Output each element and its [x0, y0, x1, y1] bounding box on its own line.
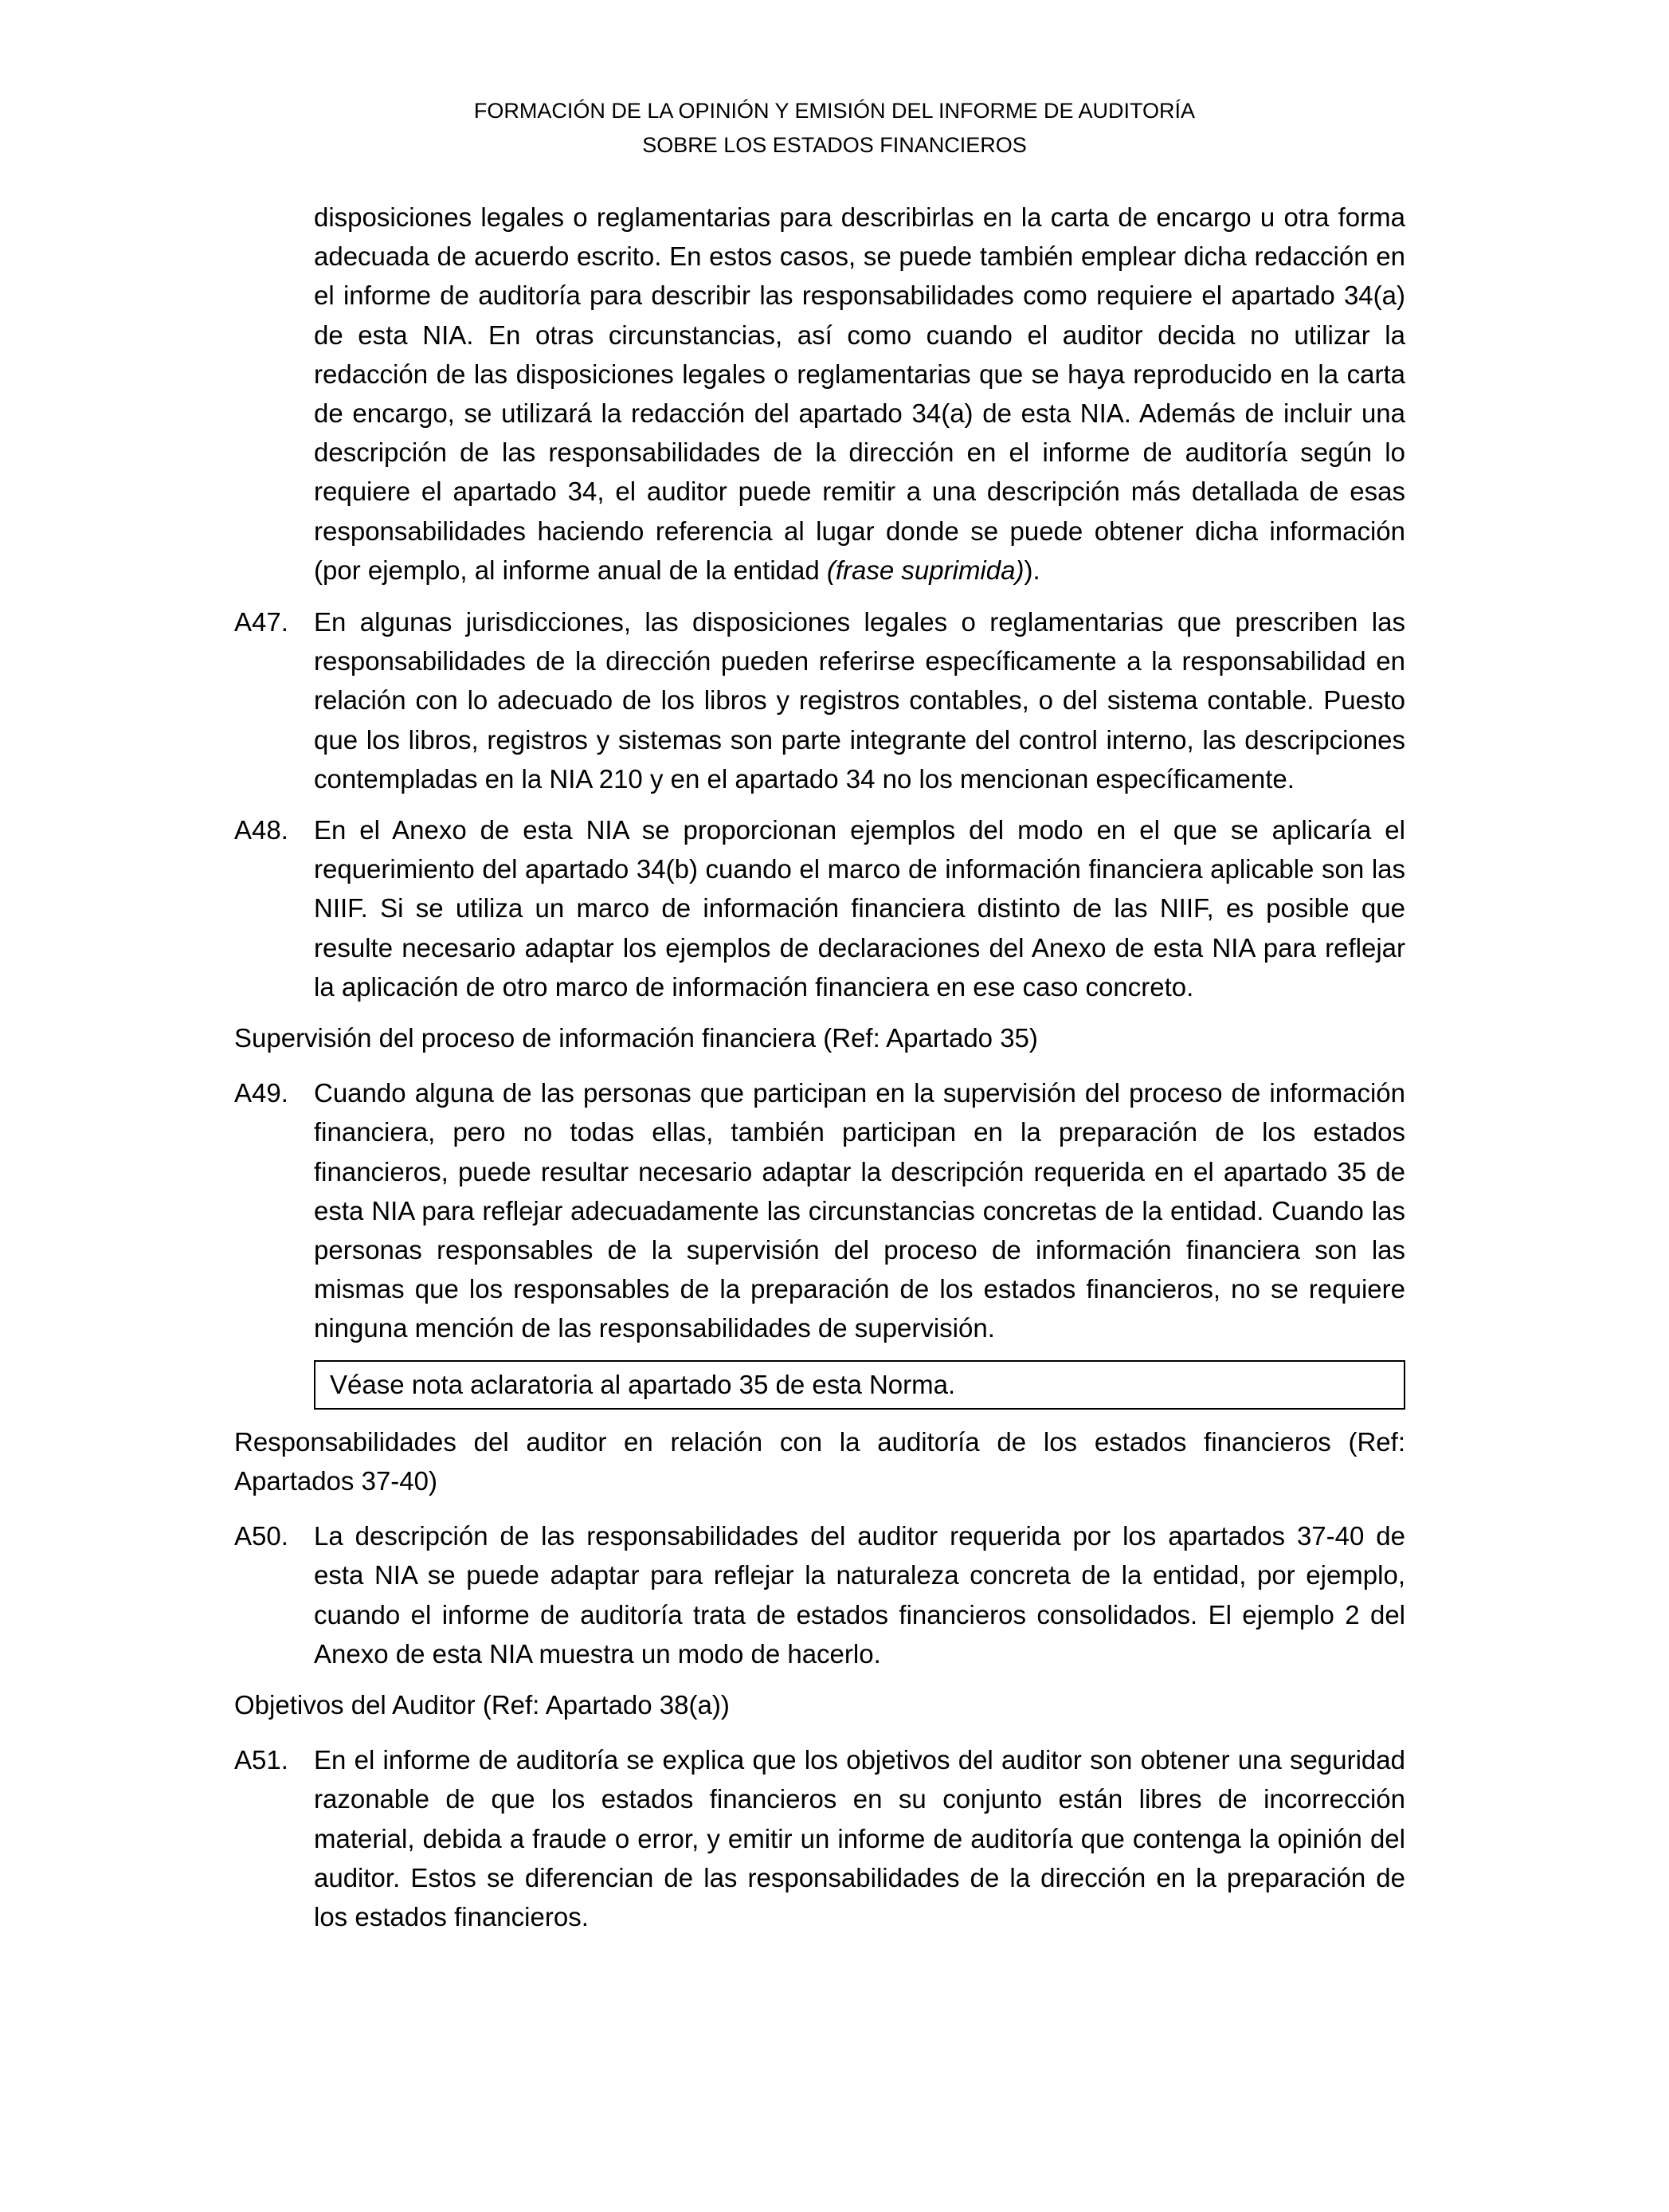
paragraph-a49	[234, 1073, 1405, 1347]
paragraph-number: A49.	[234, 1078, 288, 1108]
paragraph-continuation	[234, 198, 1405, 590]
paragraph-text: En el informe de auditoría se explica que los objetivos del auditor son obtener una seguridad razonable de que los estados financieros en su conjunto están libres de incorrección material, debida a fraude o error, y emitir un informe de auditoría que contenga la opinión del auditor. Estos se diferencian de las responsabilidades de la dirección en la preparación de los estados financieros.	[314, 1745, 1405, 1932]
paragraph-text: En algunas jurisdicciones, las disposiciones legales o reglamentarias que prescriben las responsabilidades de la dirección pueden referirse específicamente a la responsabilidad en relación con lo adecuado de los libros y registros contables, o del sistema contable. Puesto que los libros, registros y sistemas son parte integrante del control interno, las descripciones contempladas en la NIA 210 y en el apartado 34 no los mencionan específicamente.	[314, 607, 1405, 794]
paragraph-text: La descripción de las responsabilidades del auditor requerida por los apartados 37-40 de esta NIA se puede adaptar para reflejar la naturaleza concreta de la entidad, por ejemplo, cuando el informe de auditoría trata de estados financieros consolidados. El ejemplo 2 del Anexo de esta NIA muestra un modo de hacerlo.	[314, 1521, 1405, 1669]
paragraph-number: A48.	[234, 815, 288, 845]
header-title-line-1: FORMACIÓN DE LA OPINIÓN Y EMISIÓN DEL INFORME DE AUDITORÍA	[473, 99, 1196, 123]
paragraph-number: A47.	[234, 607, 288, 637]
section-heading-supervision: Supervisión del proceso de información financiera (Ref: Apartado 35)	[234, 1023, 1038, 1053]
paragraph-number: A50.	[234, 1521, 288, 1551]
paragraph-text	[314, 198, 1405, 590]
paragraph-text: Cuando alguna de las personas que participan en la supervisión del proceso de información financiera, pero no todas ellas, también participan en la preparación de los estados financieros, puede resultar necesario adaptar la descripción requerida en el apartado 35 de esta NIA para reflejar adecuadamente las circunstancias concretas de la entidad. Cuando las personas responsables de la supervisión del proceso de información financiera son las mismas que los responsables de la preparación de los estados financieros, no se requiere ninguna mención de las responsabilidades de supervisión.	[314, 1078, 1405, 1343]
note-box: Véase nota aclaratoria al apartado 35 de esta Norma.	[314, 1360, 1405, 1410]
continuation-end: ).	[1024, 555, 1040, 585]
paragraph-a47	[234, 602, 1405, 798]
header-title-line-2: SOBRE LOS ESTADOS FINANCIEROS	[642, 133, 1027, 157]
paragraph-a51	[234, 1740, 1405, 1936]
continuation-text: disposiciones legales o reglamentarias para describirlas en la carta de encargo u otra forma adecuada de acuerdo escrito. En estos casos, se puede también emplear dicha redacción en el informe de auditoría para describir las responsabilidades como requiere el apartado 34(a) de esta NIA. En otras circunstancias, así como cuando el auditor decida no utilizar la redacción de las disposiciones legales o reglamentarias que se haya reproducido en la carta de encargo, se utilizará la redacción del apartado 34(a) de esta NIA. Además de incluir una descripción de las responsabilidades de la dirección en el informe de auditoría según lo requiere el apartado 34, el auditor puede remitir a una descripción más detallada de esas responsabilidades haciendo referencia al lugar donde se puede obtener dicha información (por ejemplo, al informe anual de la entidad	[314, 202, 1405, 585]
page-header	[0, 94, 1669, 163]
paragraph-text: En el Anexo de esta NIA se proporcionan ejemplos del modo en el que se aplicaría el requerimiento del apartado 34(b) cuando el marco de información financiera aplicable son las NIIF. Si se utiliza un marco de información financiera distinto de las NIIF, es posible que resulte necesario adaptar los ejemplos de declaraciones del Anexo de esta NIA para reflejar la aplicación de otro marco de información financiera en ese caso concreto.	[314, 815, 1405, 1002]
paragraph-a50	[234, 1516, 1405, 1673]
continuation-italic: (frase suprimida)	[826, 555, 1025, 585]
section-heading-objetivos: Objetivos del Auditor (Ref: Apartado 38(a))	[234, 1689, 730, 1720]
document-body	[234, 198, 1405, 1948]
paragraph-a48	[234, 810, 1405, 1006]
section-heading-responsabilidades: Responsabilidades del auditor en relación con la auditoría de los estados financieros (Ref: Apartados 37-40)	[234, 1426, 1405, 1496]
paragraph-number: A51.	[234, 1745, 288, 1775]
